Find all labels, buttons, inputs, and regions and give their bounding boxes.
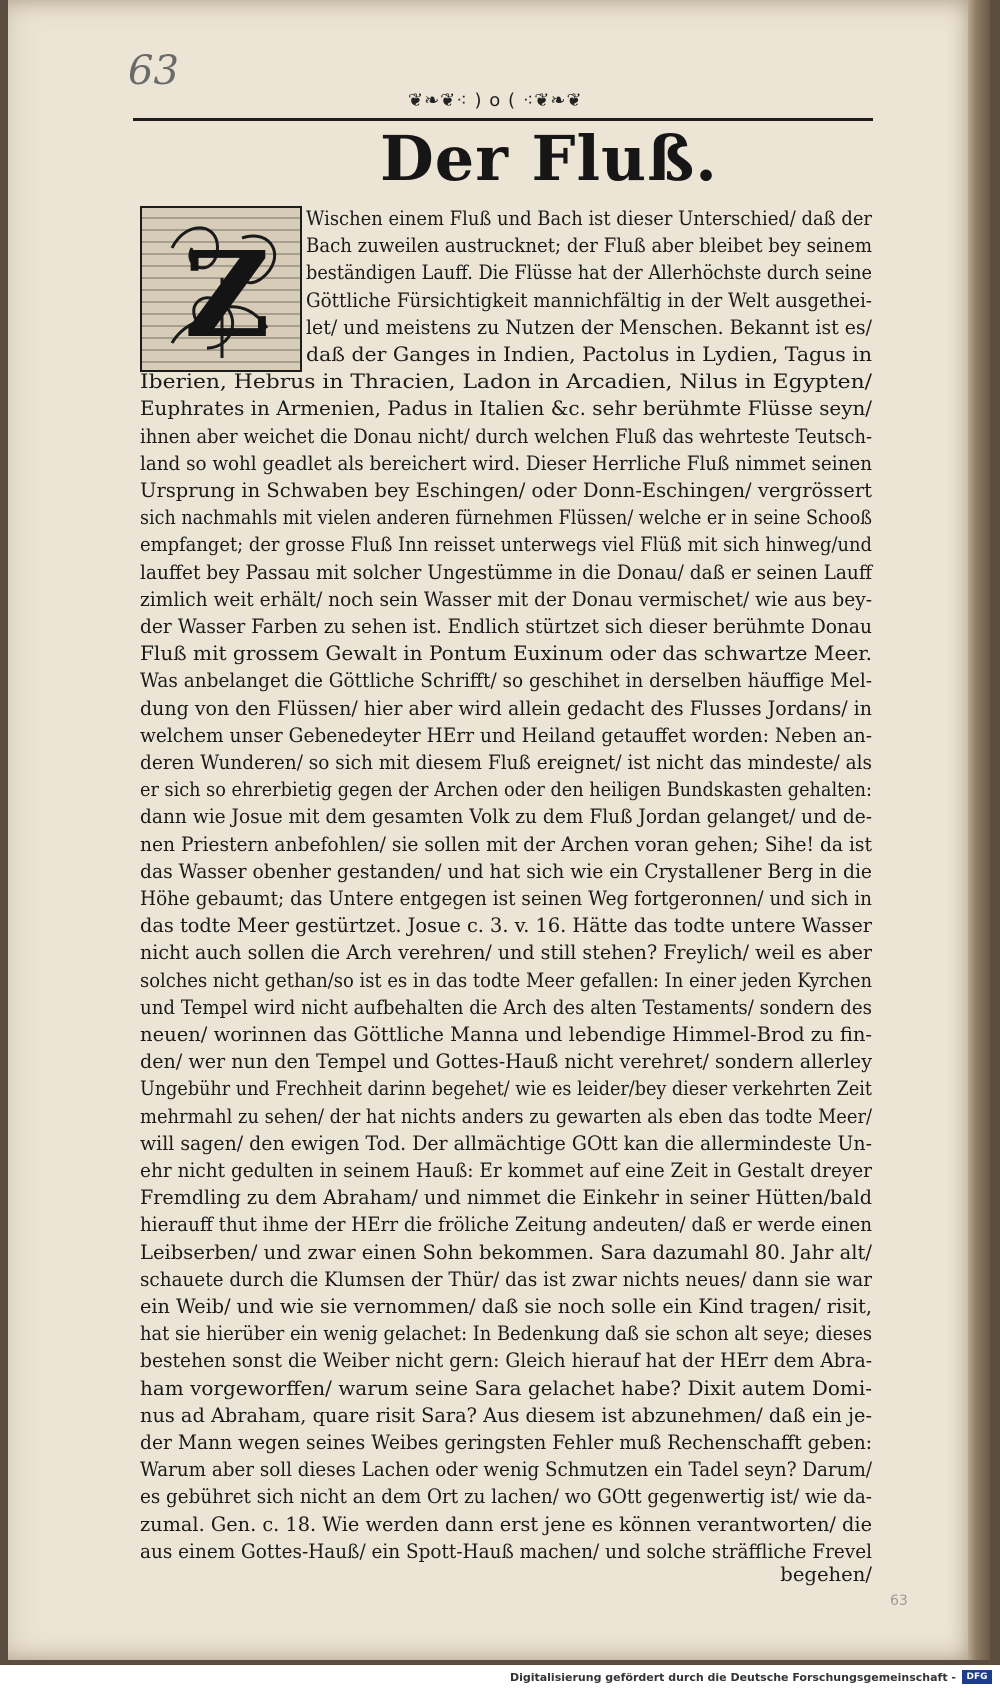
text-line: sich nachmahls mit vielen anderen fürnehmen Flüssen/ welche er in seine Schooß bbox=[140, 506, 872, 530]
text-line: das todte Meer gestürtzet. Josue c. 3. v. 16. Hätte das todte untere Wasser bbox=[140, 914, 872, 938]
text-line: empfanget; der grosse Fluß Inn reisset unterwegs viel Flüß mit sich hinweg/und bbox=[140, 533, 872, 557]
text-line: Warum aber soll dieses Lachen oder wenig Schmutzen ein Tadel seyn? Darum/ bbox=[140, 1458, 872, 1482]
text-line: der Wasser Farben zu sehen ist. Endlich stürtzet sich dieser berühmte Donau bbox=[140, 615, 872, 638]
footer-credit: Digitalisierung gefördert durch die Deutsche Forschungsgemeinschaft - bbox=[509, 1671, 956, 1684]
text-line: nus ad Abraham, quare risit Sara? Aus diesem ist abzunehmen/ daß ein je- bbox=[140, 1403, 872, 1427]
text-line: deren Wunderen/ so sich mit diesem Fluß ereignet/ ist nicht das mindeste/ als bbox=[140, 751, 872, 774]
text-line: dung von den Flüssen/ hier aber wird allein gedacht des Flusses Jordans/ in bbox=[140, 696, 872, 720]
text-line: den/ wer nun den Tempel und Gottes-Hauß nicht verehret/ sondern allerley bbox=[140, 1050, 872, 1074]
text-line: Wischen einem Fluß und Bach ist dieser Unterschied/ daß der bbox=[306, 207, 872, 230]
text-line: ein Weib/ und wie sie vernommen/ daß sie noch solle ein Kind tragen/ risit, bbox=[140, 1295, 872, 1318]
page-edge bbox=[968, 0, 990, 1660]
catchword: begehen/ bbox=[780, 1563, 872, 1586]
text-line: Was anbelanget die Göttliche Schrifft/ so geschihet in derselben häuffige Mel- bbox=[140, 669, 872, 693]
text-line: er sich so ehrerbietig gegen der Archen oder den heiligen Bundskasten gehalten: bbox=[140, 778, 872, 802]
text-line: Ungebühr und Frechheit darinn begehet/ wie es leider/bey dieser verkehrten Zeit bbox=[140, 1077, 872, 1101]
text-line: Iberien, Hebrus in Thracien, Ladon in Arcadien, Nilus in Egypten/ bbox=[140, 370, 872, 394]
text-line: will sagen/ den ewigen Tod. Der allmächtige GOtt kan die allermindeste Un- bbox=[140, 1131, 872, 1155]
text-line: Ursprung in Schwaben bey Eschingen/ oder Donn-Eschingen/ vergrössert bbox=[140, 479, 872, 502]
page-title: Der Fluß. bbox=[380, 122, 718, 195]
header-rule bbox=[133, 118, 873, 121]
text-line: Leibserben/ und zwar einen Sohn bekommen. Sara dazumahl 80. Jahr alt/ bbox=[140, 1240, 872, 1264]
text-line: let/ und meistens zu Nutzen der Menschen. Bekannt ist es/ bbox=[306, 315, 872, 339]
floral-initial-icon bbox=[142, 208, 300, 370]
text-line: Höhe gebaumt; das Untere entgegen ist seinen Weg fortgeronnen/ und sich in bbox=[140, 887, 872, 910]
text-line: mehrmahl zu sehen/ der hat nichts anders zu gewarten als eben das todte Meer/ bbox=[140, 1104, 872, 1128]
digitization-footer bbox=[0, 1665, 1000, 1695]
page-number-handwritten: 63 bbox=[128, 48, 179, 94]
text-line: ehr nicht gedulten in seinem Hauß: Er kommet auf eine Zeit in Gestalt dreyer bbox=[140, 1159, 872, 1182]
text-line: daß der Ganges in Indien, Pactolus in Lydien, Tagus in bbox=[306, 343, 872, 366]
text-line: Fluß mit grossem Gewalt in Pontum Euxinum oder das schwartze Meer. bbox=[140, 642, 872, 666]
svg-text:Z: Z bbox=[184, 225, 271, 364]
text-line: lauffet bey Passau mit solcher Ungestümme in die Donau/ daß er seinen Lauff bbox=[140, 560, 872, 584]
text-line: zumal. Gen. c. 18. Wie werden dann erst jene es können verantworten/ die bbox=[140, 1512, 872, 1536]
text-line: Bach zuweilen austrucknet; der Fluß aber bleibet bey seinem bbox=[306, 234, 872, 258]
text-line: bestehen sonst die Weiber nicht gern: Gleich hierauf hat der HErr dem Abra- bbox=[140, 1349, 872, 1373]
header-ornament: ❦❧❦⁖ ) o ( ⁖❦❧❦ bbox=[408, 90, 583, 111]
text-line: neuen/ worinnen das Göttliche Manna und lebendige Himmel-Brod zu fin- bbox=[140, 1023, 872, 1046]
text-line: der Mann wegen seines Weibes geringsten Fehler muß Rechenschafft geben: bbox=[140, 1431, 872, 1454]
dfg-logo-icon: DFG bbox=[962, 1670, 992, 1684]
text-line: beständigen Lauff. Die Flüsse hat der Allerhöchste durch seine bbox=[306, 261, 872, 285]
text-line: zimlich weit erhält/ noch sein Wasser mit der Donau vermischet/ wie aus bey- bbox=[140, 587, 872, 611]
text-line: aus einem Gottes-Hauß/ ein Spott-Hauß machen/ und solche sträffliche Frevel bbox=[140, 1539, 872, 1563]
text-line: Fremdling zu dem Abraham/ und nimmet die Einkehr in seiner Hütten/bald bbox=[140, 1186, 872, 1210]
text-line: land so wohl geadlet als bereichert wird. Dieser Herrliche Fluß nimmet seinen bbox=[140, 451, 872, 475]
text-line: ham vorgeworffen/ warum seine Sara gelachet habe? Dixit autem Domi- bbox=[140, 1376, 872, 1400]
text-line: nicht auch sollen die Arch verehren/ und still stehen? Freylich/ weil es aber bbox=[140, 941, 872, 965]
text-line: das Wasser obenher gestanden/ und hat sich wie ein Crystallener Berg in die bbox=[140, 859, 872, 883]
text-line: nen Priestern anbefohlen/ sie sollen mit der Archen voran gehen; Sihe! da ist bbox=[140, 832, 872, 856]
text-line: und Tempel wird nicht aufbehalten die Arch des alten Testaments/ sondern des bbox=[140, 995, 872, 1019]
text-line: schauete durch die Klumsen der Thür/ das ist zwar nichts neues/ dann sie war bbox=[140, 1267, 872, 1291]
text-line: ihnen aber weichet die Donau nicht/ durch welchen Fluß das wehrteste Teutsch- bbox=[140, 424, 872, 448]
text-line: welchem unser Gebenedeyter HErr und Heiland getauffet worden: Neben an- bbox=[140, 723, 872, 747]
archive-page-number: 63 bbox=[890, 1593, 908, 1609]
text-line: solches nicht gethan/so ist es in das todte Meer gefallen: In einer jeden Kyrchen bbox=[140, 968, 872, 992]
decorated-initial bbox=[140, 206, 302, 372]
text-line: hierauff thut ihme der HErr die fröliche Zeitung andeuten/ daß er werde einen bbox=[140, 1213, 872, 1237]
text-line: dann wie Josue mit dem gesamten Volk zu dem Fluß Jordan gelanget/ und de- bbox=[140, 805, 872, 829]
text-line: Euphrates in Armenien, Padus in Italien &c. sehr berühmte Flüsse seyn/ bbox=[140, 397, 872, 421]
text-line: hat sie hierüber ein wenig gelachet: In Bedenkung daß sie schon alt seye; dieses bbox=[140, 1322, 872, 1346]
text-line: Göttliche Fürsichtigkeit mannichfältig in der Welt ausgethei- bbox=[306, 288, 872, 312]
text-line: es gebühret sich nicht an dem Ort zu lachen/ wo GOtt gegenwertig ist/ wie da- bbox=[140, 1485, 872, 1509]
